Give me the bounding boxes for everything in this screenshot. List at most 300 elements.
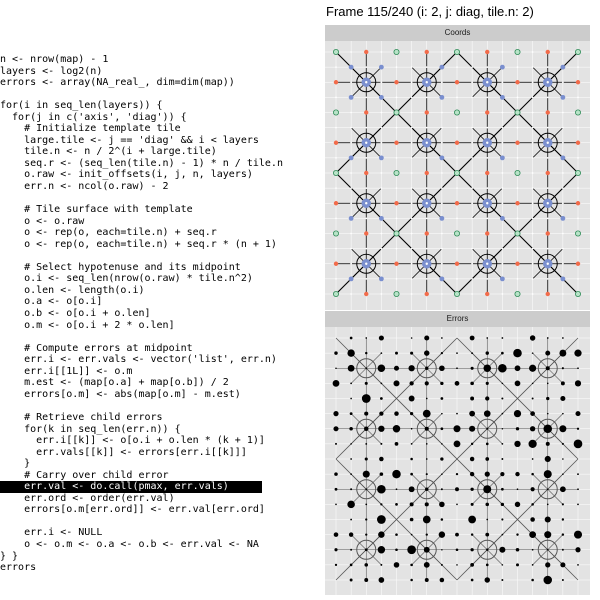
code-line [0,331,322,343]
error-dot [456,413,458,415]
error-dot [407,545,416,554]
corner-point [454,291,459,296]
empty-point [350,81,352,83]
error-dot [350,337,353,340]
error-dot [470,548,473,551]
error-dot [441,337,443,339]
error-dot [410,352,413,355]
empty-point [562,127,564,129]
error-dot [350,382,352,384]
empty-point [547,127,549,129]
error-dot [395,548,398,551]
empty-point [426,96,428,98]
error-dot [440,382,443,385]
error-dot [409,396,415,402]
empty-point [380,248,382,250]
empty-point [471,293,473,295]
empty-point [471,248,473,250]
empty-point [335,278,337,280]
error-dot [365,488,367,490]
error-dot [333,411,338,416]
error-dot [577,503,579,505]
code-line: m.est <- (map[o.a] + map[o.b]) / 2 [0,377,229,389]
empty-point [350,142,352,144]
empty-point [471,81,473,83]
empty-point [411,278,413,280]
empty-point [380,293,382,295]
empty-point [577,217,579,219]
empty-point [365,157,367,159]
error-dot [532,549,534,551]
error-dot [365,443,367,445]
empty-point [396,157,398,159]
error-dot [577,488,579,490]
error-dot [486,443,489,446]
empty-point [456,127,458,129]
error-dot [575,547,580,552]
error-dot [426,533,428,535]
empty-point [501,293,503,295]
empty-point [396,187,398,189]
error-dot [408,365,414,371]
error-dot [380,503,382,505]
empty-point [411,112,413,114]
empty-point [562,187,564,189]
error-dot [426,473,428,475]
empty-point [426,66,428,68]
errors-panel [325,311,590,595]
error-dot [379,411,383,415]
empty-point [380,187,382,189]
error-dot [423,516,431,524]
corner-point [333,110,338,115]
empty-point [426,278,428,280]
error-dot [516,548,520,552]
code-line: o.a <- o[o.i] [0,296,103,308]
error-dot [453,425,460,432]
error-dot [424,562,430,568]
error-dot [577,564,579,566]
midpoint-core [547,202,549,204]
code-line: } } [0,550,19,562]
error-dot [531,503,534,506]
empty-point [532,142,534,144]
error-dot [392,470,400,478]
empty-point [562,293,564,295]
error-dot [562,518,564,520]
error-dot [543,576,552,585]
error-dot [471,503,474,506]
vertex-point [515,262,519,266]
coords-panel [325,25,590,310]
empty-point [441,142,443,144]
empty-point [532,51,534,53]
vertex-point [364,231,368,235]
empty-point [380,142,382,144]
child-point [560,95,565,100]
child-point [500,155,505,160]
empty-point [441,202,443,204]
error-dot [486,519,488,521]
midpoint-core [426,263,428,265]
error-dot [365,503,367,505]
empty-point [532,96,534,98]
empty-point [380,172,382,174]
empty-point [577,248,579,250]
code-line: errors[o.m[err.ord]] <- err.val[err.ord] [0,504,265,516]
empty-point [441,112,443,114]
empty-point [411,233,413,235]
empty-point [547,66,549,68]
empty-point [517,278,519,280]
error-dot [501,397,503,399]
empty-point [471,66,473,68]
empty-point [486,187,488,189]
vertex-point [364,292,368,296]
error-dot [470,488,473,491]
error-dot [562,579,564,581]
error-dot [425,488,428,491]
code-line: o.m <- o[o.i + 2 * o.len] [0,319,175,331]
error-dot [486,428,488,430]
error-dot [577,473,579,475]
error-dot [425,578,429,582]
empty-point [562,51,564,53]
corner-point [575,291,580,296]
empty-point [441,172,443,174]
error-dot [380,564,382,566]
empty-point [411,81,413,83]
error-dot [532,398,534,400]
code-line: o.b <- o[o.i + o.len] [0,308,151,320]
child-point [379,95,384,100]
vertex-point [546,231,550,235]
empty-point [547,157,549,159]
empty-point [411,187,413,189]
empty-point [411,202,413,204]
empty-point [365,217,367,219]
empty-point [501,172,503,174]
code-line [0,516,322,528]
error-dot [411,534,413,536]
error-dot [485,577,490,582]
child-point [560,155,565,160]
child-point [349,65,354,70]
error-dot [349,532,353,536]
vertex-point [425,171,429,175]
error-dot [333,426,338,431]
error-dot [411,337,413,339]
empty-point [365,248,367,250]
error-dot [379,577,385,583]
code-listing [0,54,322,574]
error-dot [441,549,443,551]
error-dot [471,367,474,370]
error-dot [394,411,399,416]
error-dot [395,533,398,536]
midpoint-core [486,81,488,83]
empty-point [471,142,473,144]
empty-point [486,157,488,159]
error-dot [379,457,384,462]
corner-point [454,49,459,54]
corner-point [515,291,520,296]
midpoint-core [486,202,488,204]
vertex-point [546,171,550,175]
error-dot [347,349,354,356]
error-dot [514,441,520,447]
code-line: } [0,458,31,470]
empty-point [396,96,398,98]
empty-point [426,248,428,250]
errors-plot [325,327,590,595]
error-dot [347,501,355,509]
error-dot [350,443,352,445]
error-dot [547,488,549,490]
error-dot [516,533,518,535]
error-dot [362,394,371,403]
error-dot [441,397,444,400]
empty-point [532,202,534,204]
code-line: o <- o.m <- o.a <- o.b <- err.val <- NA [0,538,259,550]
empty-point [380,81,382,83]
empty-point [456,248,458,250]
code-line: o <- o.raw [0,215,85,227]
child-point [439,216,444,221]
empty-point [350,127,352,129]
error-dot [410,473,413,476]
error-dot [365,457,368,460]
empty-point [471,263,473,265]
error-dot [441,413,443,415]
code-line: err.i <- NULL [0,527,103,539]
empty-point [335,96,337,98]
vertex-point [515,141,519,145]
empty-point [411,217,413,219]
error-dot [441,427,444,430]
empty-point [426,217,428,219]
code-line: tile.n <- n / 2^(i + large.tile) [0,146,217,158]
vertex-point [364,50,368,54]
child-point [500,65,505,70]
empty-point [501,81,503,83]
empty-point [532,248,534,250]
error-dot [485,533,489,537]
empty-point [577,127,579,129]
vertex-point [576,262,580,266]
code-line [0,193,322,205]
child-point [379,155,384,160]
error-dot [530,335,535,340]
error-dot [485,503,489,507]
error-dot [531,579,534,582]
corner-point [515,49,520,54]
empty-point [501,248,503,250]
error-dot [501,352,504,355]
empty-point [365,96,367,98]
error-dot [456,473,458,475]
error-dot [532,352,534,354]
code-line: n <- nrow(map) - 1 [0,54,109,65]
error-dot [335,488,338,491]
child-point [500,95,505,100]
empty-point [411,142,413,144]
error-dot [424,547,430,553]
error-dot [335,443,337,445]
error-dot [562,413,564,415]
vertex-point [394,141,398,145]
error-dot [501,579,503,581]
error-dot [364,563,368,567]
code-line: errors[o.m] <- abs(map[o.m] - m.est) [0,388,241,400]
empty-point [441,263,443,265]
child-point [560,65,565,70]
error-dot [560,396,565,401]
error-dot [395,352,398,355]
empty-point [532,81,534,83]
coords-plot [325,41,590,310]
empty-point [426,127,428,129]
empty-point [380,263,382,265]
error-dot [470,382,474,386]
code-line: layers <- log2(n) [0,65,103,77]
vertex-point [455,141,459,145]
vertex-point [485,50,489,54]
error-dot [378,531,384,537]
empty-point [335,127,337,129]
code-line [0,89,322,101]
corner-point [394,170,399,175]
empty-point [441,248,443,250]
empty-point [532,172,534,174]
error-dot [530,411,535,416]
midpoint-core [365,142,367,144]
child-point [349,155,354,160]
midpoint-core [426,142,428,144]
error-dot [546,442,550,446]
empty-point [471,172,473,174]
error-dot [515,365,521,371]
empty-point [471,96,473,98]
error-dot [395,503,398,506]
corner-point [575,231,580,236]
error-dot [562,367,564,369]
empty-point [486,127,488,129]
error-dot [486,351,489,354]
empty-point [350,172,352,174]
vertex-point [334,80,338,84]
empty-point [486,66,488,68]
errors-panel-title: Errors [325,311,590,327]
error-dot [574,531,582,539]
error-dot [378,546,385,553]
empty-point [547,278,549,280]
empty-point [456,157,458,159]
error-dot [425,367,428,370]
empty-point [380,112,382,114]
empty-point [562,248,564,250]
error-dot [543,424,552,433]
error-dot [562,443,564,445]
empty-point [426,187,428,189]
frame-title: Frame 115/240 (i: 2, j: diag, tile.n: 2) [326,4,534,19]
child-point [349,216,354,221]
error-dot [485,457,489,461]
error-dot [486,337,488,339]
error-dot [545,456,551,462]
vertex-point [485,110,489,114]
corner-point [333,231,338,236]
error-dot [486,564,489,567]
error-dot [515,502,520,507]
error-dot [529,531,536,538]
empty-point [517,127,519,129]
error-dot [515,381,521,387]
error-dot [562,533,564,535]
error-dot [380,443,382,445]
empty-point [486,96,488,98]
error-dot [441,488,443,490]
error-dot [471,579,474,582]
empty-point [396,127,398,129]
error-dot [513,349,522,358]
error-dot [424,350,429,355]
empty-point [350,233,352,235]
vertex-point [455,201,459,205]
error-dot [425,427,429,431]
error-dot [546,366,550,370]
error-dot [562,549,564,551]
error-dot [394,562,400,568]
empty-point [365,127,367,129]
vertex-point [394,80,398,84]
vertex-point [546,292,550,296]
empty-point [441,127,443,129]
error-dot [516,427,519,430]
vertex-point [576,80,580,84]
code-line [0,250,322,262]
corner-point [333,291,338,296]
error-dot [544,470,552,478]
code-line-highlighted: err.val <- do.call(pmax, err.vals) [0,481,262,493]
error-dot [425,381,429,385]
empty-point [486,278,488,280]
error-dot [410,564,413,567]
error-dot [411,428,413,430]
empty-point [547,187,549,189]
vertex-point [576,201,580,205]
error-dot [350,549,352,551]
empty-point [471,202,473,204]
error-dot [530,426,535,431]
midpoint-core [365,263,367,265]
error-dot [469,426,475,432]
error-dot [483,485,491,493]
vertex-point [425,50,429,54]
empty-point [501,51,503,53]
error-dot [501,518,503,520]
error-dot [441,518,444,521]
error-dot [532,564,534,566]
corner-point [575,110,580,115]
empty-point [411,96,413,98]
child-point [379,216,384,221]
error-dot [485,472,490,477]
error-dot [439,531,445,537]
error-dot [410,412,413,415]
error-dot [530,517,535,522]
error-dot [377,515,386,524]
